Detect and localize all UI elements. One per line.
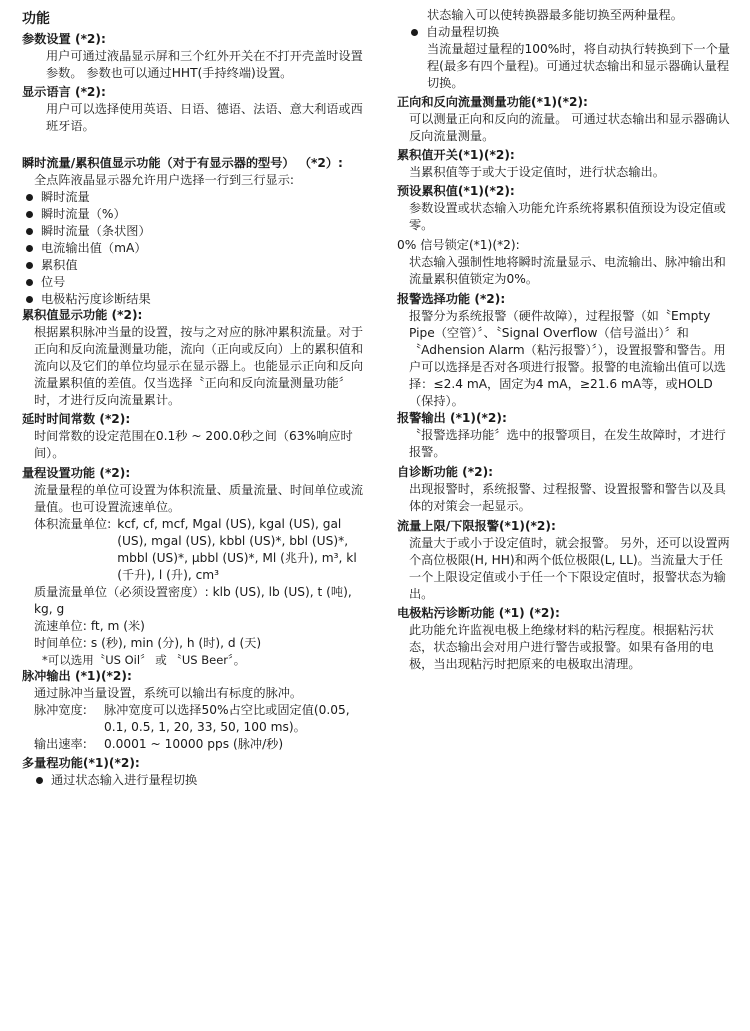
- multi-heading: 多量程功能(*1)(*2):: [22, 756, 140, 770]
- span-heading: 量程设置功能 (*2):: [22, 466, 131, 480]
- mass-units-value: klb (US), lb (US), t (吨), kg, g: [34, 585, 352, 616]
- alarm-out-text: 〝报警选择功能〞选中的报警项目，在发生故障时，才进行报警。: [409, 428, 726, 459]
- volume-units-value: kcf, cf, mcf, Mgal (US), kgal (US), gal (US), mgal (US), kbbl (US)*, bbl (US)*, mbbl (US)*, μbbl (US)*, Ml (兆升), m³, kl (千升), l (升), cm³: [117, 517, 357, 582]
- preset-text: 参数设置或状态输入功能允许系统将累积值预设为设定值或零。: [409, 201, 726, 232]
- section-multi-range: [22, 755, 374, 789]
- multi-cont-list: [397, 24, 733, 41]
- section-flow-limit-alarm: [397, 518, 733, 603]
- alarm-sel-text: 报警分为系统报警（硬件故障），过程报警（如〝Empty Pipe（空管）〞、〝Signal Overflow（信号溢出）〞和〝Adhension Alarm（粘污报警）〞），设置报警和警告。用户可以选择是否对各项进行报警。报警的电流输出值可以选择：≤2.4 mA，固定为4 mA，≥21.6 mA等，或HOLD（保持）。: [409, 309, 726, 408]
- multi-cont-text2: 当流量超过量程的100%时，将自动执行转换到下一个量程(最多有四个量程)。可通过状态输出和显示器确认量程切换。: [427, 42, 730, 90]
- time-units-row: [22, 635, 374, 652]
- section-totalizer-switch: [397, 147, 733, 181]
- list-item: 累积值: [22, 257, 374, 274]
- alarm-out-heading: 报警输出 (*1)(*2):: [397, 411, 507, 425]
- pulse-text: 通过脉冲当量设置，系统可以输出有标度的脉冲。: [34, 686, 303, 700]
- display-heading: 瞬时流量/累积值显示功能（对于有显示器的型号） （*2）:: [22, 156, 343, 170]
- totalizer-text: 根据累积脉冲当量的设置，按与之对应的脉冲累积流量。对于正向和反向流量测量功能，流向（正向或反向）上的累积值和流向以及它们的单位均显示在显示器上。也能显示正向和反向流量累积值的差值。仅当选择〝正向和反向流量测量功能〞时，才进行反向流量累计。: [34, 325, 364, 407]
- lang-heading: 显示语言 (*2):: [22, 85, 106, 99]
- param-text: 用户可通过液晶显示屏和三个红外开关在不打开壳盖时设置参数。 参数也可以通过HHT(手持终端)设置。: [46, 49, 363, 80]
- section-pulse-output: [22, 668, 374, 753]
- volume-units-row: [22, 516, 374, 584]
- adhesion-heading: 电极粘污诊断功能 (*1) (*2):: [397, 606, 560, 620]
- section-display-language: [22, 84, 374, 135]
- section-bidirectional: [397, 94, 733, 145]
- diag-text: 出现报警时，系统报警、过程报警、设置报警和警告以及具体的对策会一起显示。: [409, 482, 726, 513]
- section-signal-lock: [397, 237, 733, 288]
- section-preset-totalizer: [397, 183, 733, 234]
- totalizer-heading: 累积值显示功能 (*2):: [22, 308, 143, 322]
- diag-heading: 自诊断功能 (*2):: [397, 465, 494, 479]
- switch-text: 当累积值等于或大于设定值时，进行状态输出。: [409, 165, 665, 179]
- section-alarm-output: [397, 410, 733, 461]
- preset-heading: 预设累积值(*1)(*2):: [397, 184, 515, 198]
- section-alarm-selection: [397, 291, 733, 410]
- list-item: 电流输出值（mA）: [22, 240, 374, 257]
- velocity-units-label: 流速单位:: [34, 619, 87, 633]
- output-rate-row: [22, 736, 374, 753]
- list-item: 自动量程切换: [407, 24, 733, 41]
- display-intro: 全点阵液晶显示器允许用户选择一行到三行显示:: [34, 173, 295, 187]
- param-heading: 参数设置 (*2):: [22, 32, 106, 46]
- section-param-setting: [22, 31, 374, 82]
- velocity-units-value: ft, m (米): [90, 619, 145, 633]
- time-units-label: 时间单位:: [34, 636, 87, 650]
- limit-heading: 流量上限/下限报警(*1)(*2):: [397, 519, 556, 533]
- page-title: 功能: [22, 11, 50, 27]
- list-item: 位号: [22, 274, 374, 291]
- list-item: 瞬时流量（条状图）: [22, 223, 374, 240]
- pulse-width-row: [22, 702, 374, 736]
- multi-list: [22, 772, 374, 789]
- output-rate-label: 输出速率:: [34, 737, 87, 751]
- display-items-list: [22, 189, 374, 308]
- section-self-diagnostics: [397, 464, 733, 515]
- time-units-value: s (秒), min (分), h (时), d (天): [90, 636, 262, 650]
- section-damping: [22, 411, 374, 462]
- list-item: 通过状态输入进行量程切换: [32, 772, 374, 789]
- pulse-heading: 脉冲输出 (*1)(*2):: [22, 669, 132, 683]
- list-item: 电极粘污度诊断结果: [22, 291, 374, 308]
- pulse-width-label: 脉冲宽度:: [34, 703, 87, 717]
- section-span-setting: [22, 465, 374, 669]
- lang-text: 用户可以选择使用英语、日语、德语、法语、意大利语或西班牙语。: [46, 102, 363, 133]
- section-multi-range-continued: [397, 7, 733, 92]
- velocity-units-row: [22, 618, 374, 635]
- lock-heading: 0% 信号锁定(*1)(*2):: [397, 238, 520, 252]
- adhesion-text: 此功能允许监视电极上绝缘材料的粘污程度。根据粘污状态，状态输出会对用户进行警告或报警。如果有备用的电极，当出现粘污时把原来的电极取出清理。: [409, 623, 714, 671]
- list-item: 瞬时流量: [22, 189, 374, 206]
- volume-units-label: 体积流量单位:: [34, 517, 112, 531]
- bidir-text: 可以测量正向和反向的流量。 可通过状态输出和显示器确认反向流量测量。: [409, 112, 730, 143]
- switch-heading: 累积值开关(*1)(*2):: [397, 148, 515, 162]
- units-note: *可以选用〝US Oil〞 或 〝US Beer〞。: [42, 653, 246, 667]
- bidir-heading: 正向和反向流量测量功能(*1)(*2):: [397, 95, 588, 109]
- section-electrode-adhesion: [397, 605, 733, 673]
- section-totalizer: [22, 307, 374, 409]
- mass-units-text: [34, 584, 374, 618]
- damping-text: 时间常数的设定范围在0.1秒 ~ 200.0秒之间（63%响应时间）。: [34, 429, 353, 460]
- alarm-sel-heading: 报警选择功能 (*2):: [397, 292, 506, 306]
- multi-cont-text1: 状态输入可以使转换器最多能切换至两种量程。: [427, 8, 683, 22]
- pulse-width-value: 脉冲宽度可以选择50%占空比或固定值(0.05, 0.1, 0.5, 1, 20, 33, 50, 100 ms)。: [104, 703, 350, 734]
- span-text: 流量量程的单位可设置为体积流量、质量流量、时间单位或流量值。也可设置流速单位。: [34, 483, 364, 514]
- mass-units-label: 质量流量单位（必须设置密度）:: [34, 585, 209, 599]
- list-item: 瞬时流量（%）: [22, 206, 374, 223]
- limit-text: 流量大于或小于设定值时，就会报警。 另外，还可以设置两个高位极限(H, HH)和两个低位极限(L, LL)。当流量大于任一个上限设定值或小于任一个下限设定值时，报警状态为输出。: [409, 536, 730, 601]
- lock-text: 状态输入强制性地将瞬时流量显示、电流输出、脉冲输出和流量累积值锁定为0%。: [409, 255, 726, 286]
- section-display-function: [22, 155, 374, 308]
- output-rate-value: 0.0001 ~ 10000 pps (脉冲/秒): [104, 737, 284, 751]
- damping-heading: 延时时间常数 (*2):: [22, 412, 131, 426]
- mass-units-row: [22, 584, 374, 618]
